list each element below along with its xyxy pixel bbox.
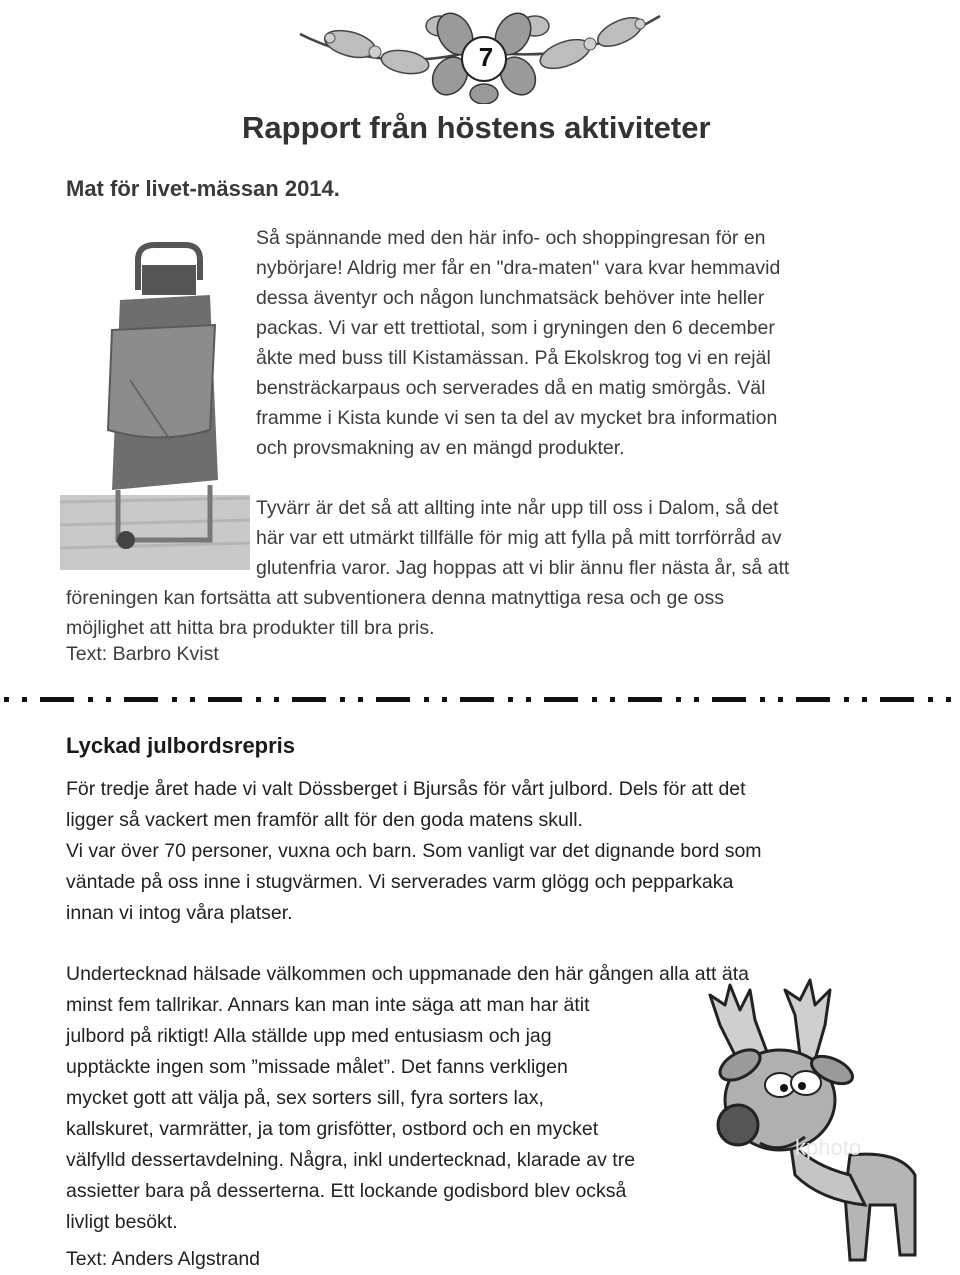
- section1-paragraph-2-upper: [256, 493, 789, 583]
- text-line: julbord på riktigt! Alla ställde upp med entusiasm och jag: [66, 1025, 552, 1047]
- text-line: livligt besökt.: [66, 1211, 178, 1233]
- text-line: ligger så vackert men framför allt för den goda matens skull.: [66, 809, 583, 831]
- text-line: minst fem tallrikar. Annars kan man inte säga att man har ätit: [66, 994, 590, 1016]
- text-line: framme i Kista kunde vi sen ta del av mycket bra information: [256, 407, 778, 429]
- section-title-julbordsrepris: Lyckad julbordsrepris: [66, 733, 296, 758]
- section-title-mat-for-livet: Mat för livet-mässan 2014.: [66, 176, 340, 201]
- section1-credit: Text: Barbro Kvist: [66, 643, 219, 665]
- page-number: 7: [478, 42, 494, 72]
- text-line: väntade på oss inne i stugvärmen. Vi serverades varm glögg och pepparkaka: [66, 871, 734, 893]
- text-line: packas. Vi var ett trettiotal, som i gryningen den 6 december: [256, 317, 775, 339]
- text-line: glutenfria varor. Jag hoppas att vi blir ännu fler nästa år, så att: [256, 557, 790, 579]
- text-line: här var ett utmärkt tillfälle för mig att fylla på mitt torrförråd av: [256, 527, 782, 549]
- section1-paragraph-1: [256, 223, 780, 463]
- section-divider: [0, 693, 960, 705]
- section2-credit: Text: Anders Algstrand: [66, 1248, 261, 1270]
- image-watermark: kphoto: [795, 1135, 862, 1160]
- text-line: innan vi intog våra platser.: [66, 902, 293, 924]
- text-line: dessa äventyr och någon lunchmatsäck behöver inte heller: [256, 287, 765, 309]
- section1-paragraph-2-lower: [66, 583, 724, 643]
- text-line: åkte med buss till Kistamässan. På Ekolskrog tog vi en rejäl: [256, 347, 771, 369]
- shopping-trolley-image: [60, 240, 250, 570]
- text-line: Vi var över 70 personer, vuxna och barn. Som vanligt var det dignande bord som: [66, 840, 762, 862]
- text-line: kallskuret, varmrätter, ja tom grisfötter, ostbord och en mycket: [66, 1118, 599, 1140]
- page-title: Rapport från höstens aktiviteter: [242, 110, 711, 145]
- text-line: möjlighet att hitta bra produkter till bra pris.: [66, 617, 435, 639]
- text-line: välfylld dessertavdelning. Några, inkl undertecknad, klarade av tre: [66, 1149, 636, 1171]
- text-line: upptäckte ingen som ”missade målet”. Det fanns verkligen: [66, 1056, 568, 1078]
- text-line: Undertecknad hälsade välkommen och uppmanade den här gången alla att äta: [66, 963, 749, 985]
- text-line: Tyvärr är det så att allting inte når upp till oss i Dalom, så det: [256, 497, 779, 519]
- text-line: och provsmakning av en mängd produkter.: [256, 437, 625, 459]
- text-line: Så spännande med den här info- och shoppingresan för en: [256, 227, 766, 249]
- text-line: bensträckarpaus och serverades då en matig smörgås. Väl: [256, 377, 766, 399]
- text-line: För tredje året hade vi valt Dössberget i Bjursås för vårt julbord. Dels för att det: [66, 778, 746, 800]
- text-line: föreningen kan fortsätta att subventionera denna matnyttiga resa och ge oss: [66, 587, 725, 609]
- section2-paragraph-1: [66, 774, 762, 929]
- text-line: assietter bara på desserterna. Ett lockande godisbord blev också: [66, 1180, 627, 1202]
- reindeer-image: [700, 975, 940, 1275]
- text-line: nybörjare! Aldrig mer får en "dra-maten" vara kvar hemmavid: [256, 257, 781, 279]
- text-line: mycket gott att välja på, sex sorters sill, fyra sorters lax,: [66, 1087, 544, 1109]
- section2-paragraph-2: [66, 959, 749, 1238]
